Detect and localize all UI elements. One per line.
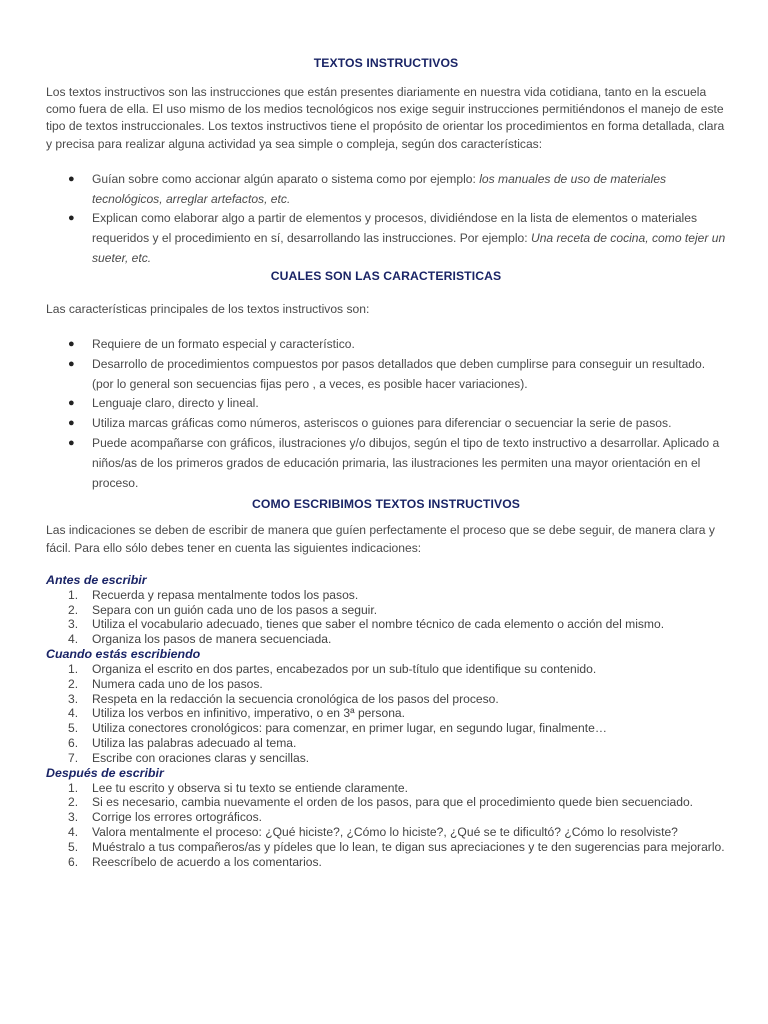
bullet-icon: ● [68, 417, 75, 430]
bullet-text: Utiliza marcas gráficas como números, asteriscos o guiones para diferenciar o secuenciar la serie de pasos. [92, 416, 672, 431]
steps-list-despues [46, 781, 726, 870]
list-item [46, 795, 726, 810]
list-item [46, 781, 726, 796]
step-number: 5. [68, 721, 79, 736]
characteristics-intro: Las características principales de los textos instructivos son: [46, 301, 370, 316]
list-item [46, 721, 726, 736]
step-number: 2. [68, 676, 79, 691]
step-text: Separa con un guión cada uno de los pasos a seguir. [92, 602, 378, 617]
step-number: 1. [68, 661, 79, 676]
step-text: Reescríbelo de acuerdo a los comentarios. [92, 854, 322, 869]
step-text: Utiliza las palabras adecuado al tema. [92, 735, 297, 750]
bullet-text: Puede acompañarse con gráficos, ilustraciones y/o dibujos, según el tipo de texto instructivo a desarrollar. Aplicado a niños/as de los primeros grados de educación primaria, las ilustraciones les permiten una mayor orientación en el proceso. [92, 435, 720, 490]
step-number: 4. [68, 706, 79, 721]
list-item [46, 840, 726, 855]
bullet-icon: ● [68, 397, 75, 410]
list-item [46, 632, 726, 647]
step-text: Valora mentalmente el proceso: ¿Qué hiciste?, ¿Cómo lo hiciste?, ¿Qué se te dificultó? ¿Cómo lo resolviste? [92, 824, 678, 839]
step-number: 4. [68, 824, 79, 839]
bullet-icon: ● [68, 338, 75, 350]
step-number: 4. [68, 632, 79, 647]
list-item [46, 414, 726, 434]
list-item [46, 434, 726, 493]
step-number: 3. [68, 810, 79, 825]
steps-list-durante [46, 662, 726, 766]
list-item [46, 855, 726, 870]
characteristics-bullet-list [46, 335, 726, 493]
step-number: 6. [68, 735, 79, 750]
list-item [46, 588, 726, 603]
step-text: Corrige los errores ortográficos. [92, 810, 263, 825]
step-text: Organiza el escrito en dos partes, encabezados por un sub-título que identifique su contenido. [92, 661, 597, 676]
list-item [46, 825, 726, 840]
bullet-text: Desarrollo de procedimientos compuestos por pasos detallados que deben cumplirse para conseguir un resultado. (por lo general son secuencias fijas pero , a veces, es posible hacer variaciones). [92, 356, 706, 391]
list-item [46, 209, 726, 268]
list-item [46, 335, 726, 355]
step-number: 2. [68, 795, 79, 810]
list-item [46, 706, 726, 721]
step-number: 3. [68, 691, 79, 706]
section-title-como-escribimos: COMO ESCRIBIMOS TEXTOS INSTRUCTIVOS [251, 497, 521, 512]
bullet-icon: ● [68, 212, 75, 225]
writing-intro: Las indicaciones se deben de escribir de manera que guíen perfectamente el proceso que se debe seguir, de manera clara y fácil. Para ello sólo debes tener en cuenta las siguientes indicaciones: [46, 523, 715, 555]
subheading-antes-de-escribir: Antes de escribir [46, 572, 147, 587]
steps-list-antes [46, 588, 726, 647]
list-item [46, 394, 726, 414]
document-content [46, 56, 726, 869]
list-item [46, 810, 726, 825]
step-number: 1. [68, 587, 79, 602]
definition-bullet-list [46, 170, 726, 269]
step-text: Si es necesario, cambia nuevamente el orden de los pasos, para que el procedimiento quede bien secuenciado. [92, 795, 694, 810]
list-item [46, 751, 726, 766]
step-text: Utiliza los verbos en infinitivo, imperativo, o en 3ª persona. [92, 706, 406, 721]
step-number: 6. [68, 854, 79, 869]
step-number: 3. [68, 617, 79, 632]
section-title-caracteristicas: CUALES SON LAS CARACTERISTICAS [270, 268, 502, 283]
subheading-cuando-estas-escribiendo: Cuando estás escribiendo [46, 646, 201, 661]
list-item [46, 692, 726, 707]
section-title-textos-instructivos: TEXTOS INSTRUCTIVOS [313, 56, 459, 70]
list-item [46, 662, 726, 677]
bullet-text: Explican como elaborar algo a partir de elementos y procesos, dividiéndose en la lista de elementos o materiales requeridos y el procedimiento en sí, desarrollando las instrucciones. Por ejemplo: [92, 211, 698, 246]
bullet-icon: ● [68, 436, 75, 449]
bullet-text: Lenguaje claro, directo y lineal. [92, 396, 259, 411]
list-item [46, 617, 726, 632]
intro-paragraph: Los textos instructivos son las instrucciones que están presentes diariamente en nuestra vida cotidiana, tanto en la escuela como fuera de ella. El uso mismo de los medios tecnológicos nos exige seguir instrucciones permitiéndonos el manejo de este tipo de textos instruccionales. Los textos instructivos tiene el propósito de orientar los procedimientos en forma detallada, clara y precisa para realizar alguna actividad ya sea simple o compleja, según dos características: [46, 85, 725, 151]
step-number: 5. [68, 839, 79, 854]
list-item [46, 677, 726, 692]
list-item [46, 736, 726, 751]
step-text: Utiliza el vocabulario adecuado, tienes que saber el nombre técnico de cada elemento o acción del mismo. [92, 617, 665, 632]
step-text: Lee tu escrito y observa si tu texto se entiende claramente. [92, 780, 408, 795]
subheading-despues-de-escribir: Después de escribir [46, 765, 164, 780]
step-number: 2. [68, 602, 79, 617]
step-text: Muéstralo a tus compañeros/as y pídeles que lo lean, te digan sus apreciaciones y te den sugerencias para mejorarlo. [92, 839, 725, 854]
step-text: Recuerda y repasa mentalmente todos los pasos. [92, 587, 359, 602]
step-text: Respeta en la redacción la secuencia cronológica de los pasos del proceso. [92, 691, 499, 706]
bullet-example: Una receta de cocina, como tejer un sueter, etc. [92, 231, 726, 265]
step-number: 7. [68, 750, 79, 765]
bullet-text: Requiere de un formato especial y característico. [92, 337, 355, 351]
bullet-icon: ● [68, 357, 75, 370]
list-item [46, 170, 726, 210]
step-text: Escribe con oraciones claras y sencillas. [92, 750, 310, 765]
step-text: Utiliza conectores cronológicos: para comenzar, en primer lugar, en segundo lugar, finalmente… [92, 721, 607, 736]
step-text: Numera cada uno de los pasos. [92, 676, 263, 691]
bullet-example: los manuales de uso de materiales tecnológicos, arreglar artefactos, etc. [92, 171, 667, 206]
list-item [46, 603, 726, 618]
bullet-icon: ● [68, 172, 75, 185]
step-text: Organiza los pasos de manera secuenciada. [92, 632, 332, 647]
list-item [46, 355, 726, 395]
bullet-text: Guían sobre como accionar algún aparato o sistema como por ejemplo: [92, 171, 480, 186]
step-number: 1. [68, 780, 79, 795]
